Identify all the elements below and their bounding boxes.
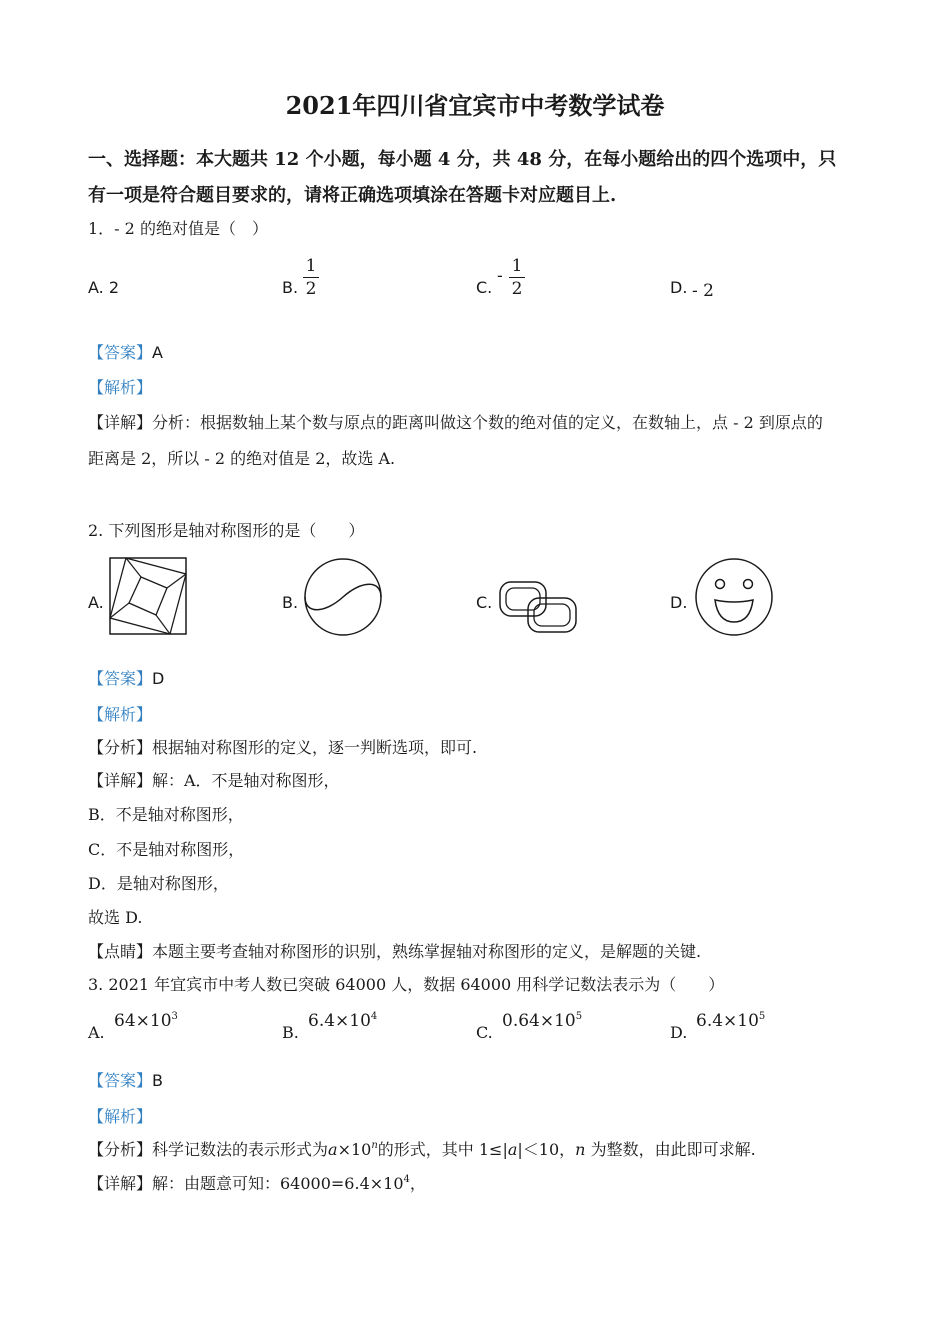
- q3-fenxi: [88, 1137, 756, 1160]
- chain-links-icon: [498, 578, 580, 636]
- q3-fenxi-pre: 【分析】科学记数法的表示形式为: [88, 1140, 329, 1159]
- q3-fenxi-var-a2: a: [507, 1140, 518, 1159]
- q2-option-b-label: B.: [282, 593, 299, 612]
- q1-option-d-label: D.: [670, 278, 688, 297]
- q2-line-c: C．不是轴对称图形，: [88, 840, 245, 859]
- fraction-bar: [509, 277, 525, 278]
- page-title: 2021年四川省宜宾市中考数学试卷: [285, 91, 665, 120]
- q2-line-b: B．不是轴对称图形，: [88, 805, 244, 824]
- q1-option-d-value: - 2: [692, 281, 714, 301]
- q3-option-c-exponent: 5: [575, 1011, 583, 1022]
- q3-stem: 3. 2021 年宜宾市中考人数已突破 64000 人，数据 64000 用科学记数法表示为（ ）: [88, 975, 725, 994]
- q3-option-c-base: 0.64×10: [502, 1011, 576, 1031]
- q3-detail-end: ，: [409, 1174, 426, 1193]
- section-heading-line1: 一、选择题：本大题共 12 个小题，每小题 4 分，共 48 分，在每小题给出的四个选项中，只: [88, 149, 837, 170]
- q1-option-b-label: B.: [282, 278, 299, 297]
- q1-option-c-fraction: [509, 256, 525, 299]
- q3-option-b-exponent: 4: [370, 1011, 378, 1022]
- q1-option-c-sign: -: [497, 266, 503, 286]
- q1-option-a-value: 2: [108, 278, 120, 297]
- q3-option-a-label: A.: [88, 1023, 105, 1042]
- q1-option-a: [88, 278, 119, 297]
- q3-option-a-exponent: 3: [171, 1011, 178, 1022]
- q1-option-a-label: A.: [88, 278, 104, 297]
- q2-fenxi: 【分析】根据轴对称图形的定义，逐一判断选项，即可.: [88, 738, 478, 757]
- q1-analysis-tag: 【解析】: [88, 378, 153, 397]
- smiley-face-icon: [693, 556, 775, 638]
- q3-option-b-label: B.: [282, 1023, 299, 1042]
- q1-detail-line2: 距离是 2，所以 - 2 的绝对值是 2，故选 A.: [88, 449, 396, 468]
- q3-option-c-value: [502, 1011, 582, 1031]
- q3-fenxi-end: 为整数，由此即可求解.: [585, 1140, 756, 1159]
- q3-fenxi-var-n: n: [371, 1140, 378, 1151]
- q1-option-c-denominator: 2: [511, 279, 523, 299]
- q1-option-b-denominator: 2: [305, 279, 317, 299]
- answer-tag: 【答案】: [88, 343, 153, 362]
- q2-option-d-label: D.: [670, 593, 688, 612]
- q3-option-d-value: [696, 1011, 765, 1031]
- q2-option-a-label: A.: [88, 593, 104, 612]
- q3-option-d-exponent: 5: [758, 1011, 766, 1022]
- q3-option-d-label: D.: [670, 1023, 688, 1042]
- q2-conclusion: 故选 D.: [88, 908, 143, 927]
- q2-dianjing: 【点睛】本题主要考查轴对称图形的识别，熟练掌握轴对称图形的定义，是解题的关键.: [88, 942, 702, 961]
- q3-fenxi-var-a: a: [328, 1140, 338, 1159]
- q3-fenxi-var-n2: n: [575, 1140, 586, 1159]
- q1-answer: [88, 340, 163, 363]
- q1-detail-line1: 【详解】分析：根据数轴上某个数与原点的距离叫做这个数的绝对值的定义，在数轴上，点 - 2 到原点的: [88, 413, 823, 432]
- q2-option-c-label: C.: [476, 593, 493, 612]
- q3-option-a-base: 64×10: [114, 1011, 172, 1031]
- q1-stem: 1．- 2 的绝对值是（ ）: [88, 219, 268, 238]
- q3-fenxi-times: ×10: [337, 1140, 372, 1159]
- q3-analysis-tag: 【解析】: [88, 1107, 153, 1126]
- q1-option-b-fraction: [303, 256, 319, 299]
- q2-analysis-tag: 【解析】: [88, 705, 153, 724]
- q1-option-c-numerator: 1: [511, 256, 523, 276]
- answer-tag: 【答案】: [88, 1071, 153, 1090]
- q2-answer: [88, 666, 164, 689]
- q2-answer-value: D: [152, 669, 165, 688]
- q2-detail: 【详解】解：A．不是轴对称图形，: [88, 771, 340, 790]
- section-heading-line2: 有一项是符合题目要求的，请将正确选项填涂在答题卡对应题目上.: [88, 185, 617, 206]
- yin-yang-circle-icon: [302, 556, 384, 638]
- q1-option-b-numerator: 1: [305, 256, 317, 276]
- q3-option-d-base: 6.4×10: [696, 1011, 759, 1031]
- q3-detail-exponent: 4: [403, 1174, 410, 1185]
- q3-option-b-base: 6.4×10: [308, 1011, 371, 1031]
- fraction-bar: [303, 277, 319, 278]
- q1-answer-value: A: [152, 343, 163, 362]
- q3-option-a-value: [114, 1011, 178, 1031]
- q3-answer: [88, 1068, 163, 1091]
- q3-fenxi-post: 的形式，其中 1≤|: [377, 1140, 508, 1159]
- q2-line-d: D．是轴对称图形，: [88, 874, 229, 893]
- q3-option-b-value: [308, 1011, 377, 1031]
- q2-stem: 2. 下列图形是轴对称图形的是（ ）: [88, 521, 365, 540]
- q3-detail-pre: 【详解】解：由题意可知：64000=6.4×10: [88, 1174, 404, 1193]
- q3-fenxi-post2: |＜10，: [517, 1140, 576, 1159]
- q3-option-c-label: C.: [476, 1023, 493, 1042]
- answer-tag: 【答案】: [88, 669, 153, 688]
- q1-option-c-label: C.: [476, 278, 493, 297]
- q3-answer-value: B: [152, 1071, 163, 1090]
- square-figure-icon: [108, 556, 188, 636]
- q3-detail: [88, 1171, 426, 1194]
